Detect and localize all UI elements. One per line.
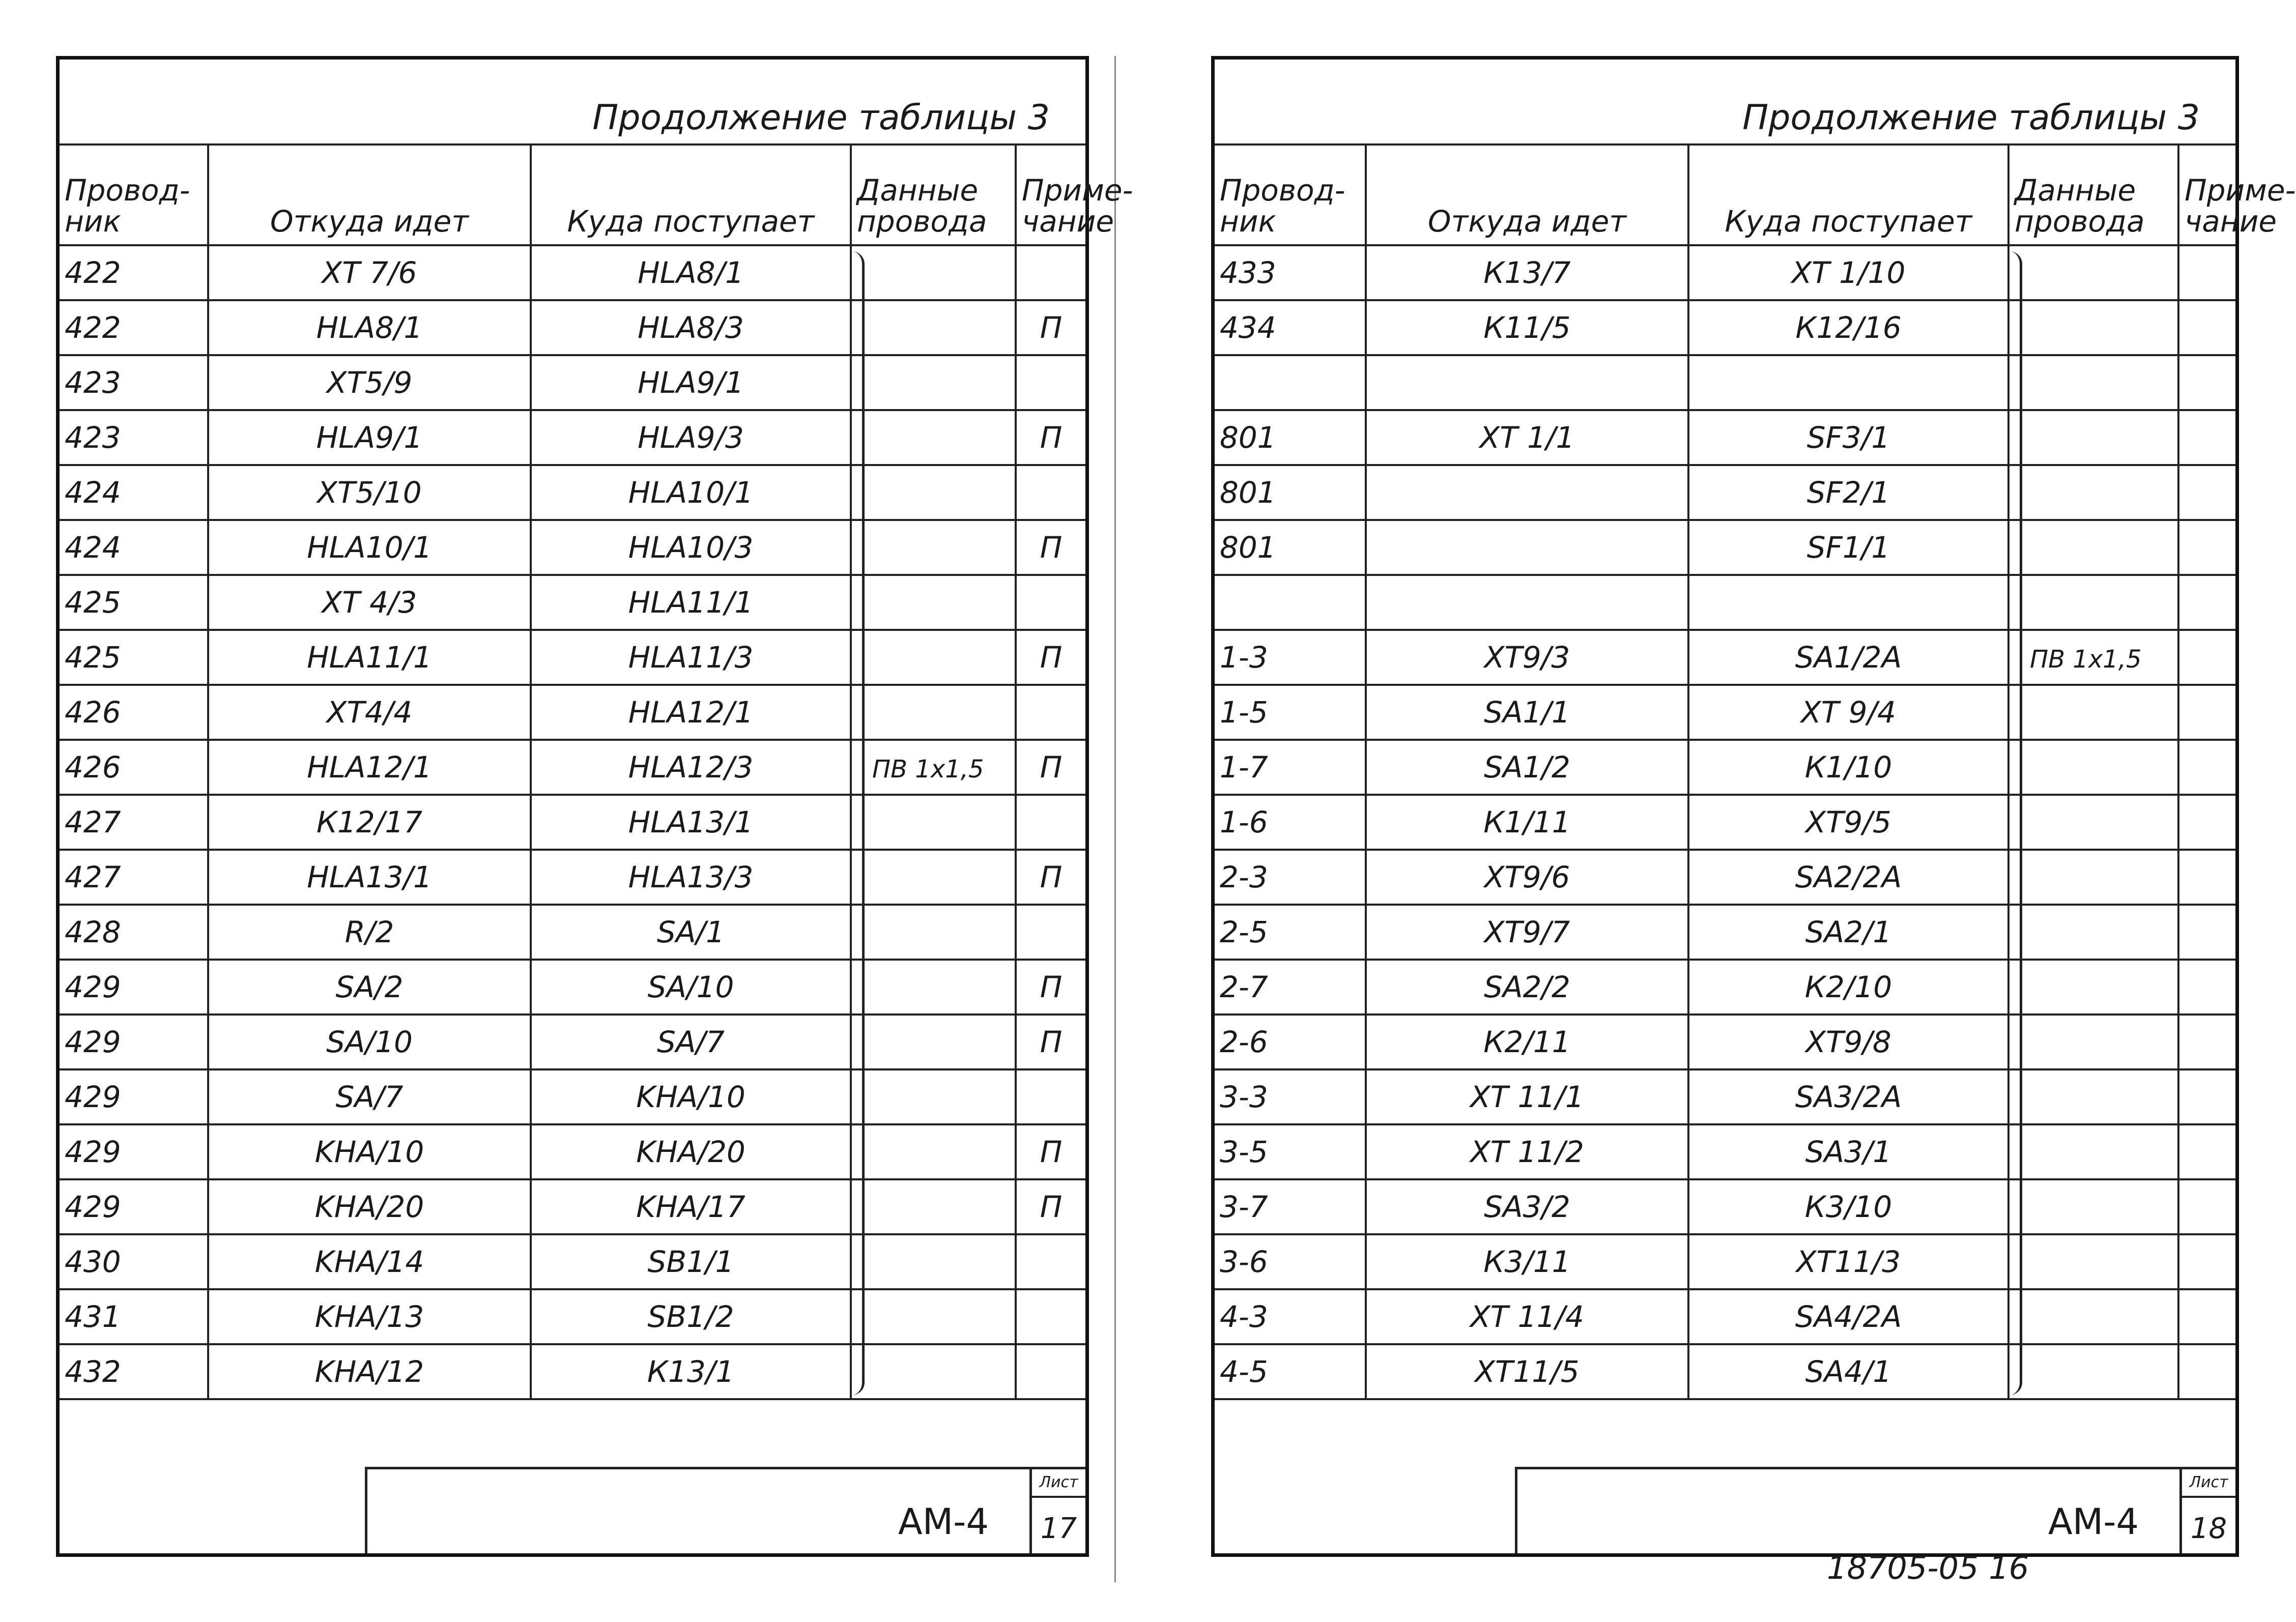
cell-note [2178,850,2235,905]
cell-wire-data [2008,1179,2178,1234]
wire-data-label: ПВ 1х1,5 [872,755,984,784]
sheet-label: Лист [1032,1471,1085,1498]
cell-wire-data [2008,520,2178,575]
cell-from: ХТ 7/6 [208,245,531,300]
cell-to: HLA10/3 [531,520,851,575]
cell-wire: 4-3 [1215,1289,1366,1344]
cell-wire: 429 [60,960,208,1015]
cell-to: KHA/10 [531,1069,851,1124]
cell-from: ХТ 11/2 [1366,1124,1688,1179]
cell-note [2178,1344,2235,1399]
cell-note: П [1016,960,1085,1015]
cell-wire: 426 [60,740,208,795]
cell-wire-data [2008,1234,2178,1289]
cell-note [2178,300,2235,355]
cell-to: SA2/2A [1688,850,2008,905]
sheet-title: Продолжение таблицы 3 [592,98,1050,138]
cell-note [2178,960,2235,1015]
cell-to: HLA11/3 [531,630,851,685]
cell-to: SF3/1 [1688,410,2008,465]
sheet-left [56,56,1133,1557]
cell-wire-data [2008,1015,2178,1069]
cell-from: SA2/2 [1366,960,1688,1015]
cell-note: П [1016,1015,1085,1069]
cell-to: К1/10 [1688,740,2008,795]
cell-wire-data [2008,245,2178,300]
cell-wire: 1-7 [1215,740,1366,795]
cell-wire-data [851,685,1016,740]
table-row [1215,960,2235,1015]
cell-wire: 3-7 [1215,1179,1366,1234]
table-row [60,1344,1085,1399]
cell-to: HLA11/1 [531,575,851,630]
cell-from: SA/2 [208,960,531,1015]
cell-to: К12/16 [1688,300,2008,355]
cell-wire: 429 [60,1069,208,1124]
cell-note [1016,795,1085,850]
table-row [60,1069,1085,1124]
cell-from: SA/10 [208,1015,531,1069]
cell-note: П [1016,410,1085,465]
table-row [60,795,1085,850]
cell-note: П [1016,520,1085,575]
table-body [60,245,1085,1399]
header-to: Куда поступает [1688,144,2008,245]
cell-from: ХТ5/10 [208,465,531,520]
table-row [1215,1179,2235,1234]
cell-from: ХТ 1/1 [1366,410,1688,465]
sheet-number: 17 [1040,1512,1077,1545]
cell-to: ХТ9/8 [1688,1015,2008,1069]
cell-note [1016,685,1085,740]
cell-to: SF2/1 [1688,465,2008,520]
cell-note [2178,1289,2235,1344]
cell-wire-data [851,795,1016,850]
cell-to: К2/10 [1688,960,2008,1015]
cell-note: П [1016,1124,1085,1179]
wire-table [60,143,1133,1400]
cell-note [1016,905,1085,960]
cell-wire: 429 [60,1179,208,1234]
header-from: Откуда идет [1366,144,1688,245]
cell-wire: 1-3 [1215,630,1366,685]
cell-wire: 1-5 [1215,685,1366,740]
header-note: Приме- чание [2178,144,2235,245]
cell-from: К11/5 [1366,300,1688,355]
cell-note [2178,575,2235,630]
cell-from: ХТ9/7 [1366,905,1688,960]
cell-wire-data [2008,410,2178,465]
cell-note: П [1016,1179,1085,1234]
cell-wire: 422 [60,300,208,355]
cell-wire: 423 [60,355,208,410]
cell-note [2178,355,2235,410]
cell-to: SA3/1 [1688,1124,2008,1179]
cell-from: К1/11 [1366,795,1688,850]
cell-to: ХТ11/3 [1688,1234,2008,1289]
cell-wire-data [2008,960,2178,1015]
table-body [1215,245,2235,1399]
cell-to: KHA/20 [531,1124,851,1179]
cell-wire-data [851,245,1016,300]
cell-wire: 2-7 [1215,960,1366,1015]
cell-wire-data [2008,300,2178,355]
cell-note [1016,465,1085,520]
table-row [1215,850,2235,905]
cell-wire: 429 [60,1124,208,1179]
table-row [1215,245,2235,300]
cell-wire-data [851,465,1016,520]
cell-wire-data [851,1234,1016,1289]
cell-wire-data [2008,1289,2178,1344]
cell-wire-data [851,355,1016,410]
cell-to: SA/1 [531,905,851,960]
header-from: Откуда идет [208,144,531,245]
cell-note [1016,1344,1085,1399]
table-row [60,245,1085,300]
table-row [60,685,1085,740]
header-wire: Провод- ник [60,144,208,245]
cell-wire: 425 [60,630,208,685]
cell-note [2178,465,2235,520]
cell-wire-data [851,740,1016,795]
cell-wire [1215,355,1366,410]
cell-wire: 2-3 [1215,850,1366,905]
drawing-code: АМ-4 [898,1501,989,1543]
cell-wire-data [2008,355,2178,410]
table-row [1215,520,2235,575]
cell-from: ХТ 11/1 [1366,1069,1688,1124]
cell-wire: 433 [1215,245,1366,300]
cell-wire-data [2008,1344,2178,1399]
cell-to: ХТ9/5 [1688,795,2008,850]
cell-from: KHA/12 [208,1344,531,1399]
cell-to: HLA10/1 [531,465,851,520]
table-row [1215,300,2235,355]
cell-to: HLA12/3 [531,740,851,795]
cell-to: SA3/2A [1688,1069,2008,1124]
cell-from: HLA12/1 [208,740,531,795]
cell-from: К2/11 [1366,1015,1688,1069]
table-row [60,740,1085,795]
cell-to [1688,575,2008,630]
cell-note [2178,245,2235,300]
cell-wire-data [851,300,1016,355]
cell-from: ХТ 11/4 [1366,1289,1688,1344]
table-row [1215,1344,2235,1399]
cell-wire-data [2008,795,2178,850]
cell-from: SA3/2 [1366,1179,1688,1234]
cell-from: HLA11/1 [208,630,531,685]
table-row [60,300,1085,355]
cell-wire-data [2008,850,2178,905]
cell-to: HLA13/3 [531,850,851,905]
cell-to: ХТ 1/10 [1688,245,2008,300]
cell-from: R/2 [208,905,531,960]
cell-from: HLA13/1 [208,850,531,905]
cell-to: SA/7 [531,1015,851,1069]
cell-wire: 434 [1215,300,1366,355]
cell-note [1016,1234,1085,1289]
cell-wire-data [2008,740,2178,795]
cell-to [1688,355,2008,410]
cell-from: KHA/20 [208,1179,531,1234]
cell-wire-data [851,410,1016,465]
cell-wire-data [2008,905,2178,960]
cell-to: HLA8/3 [531,300,851,355]
cell-wire: 431 [60,1289,208,1344]
table-row [1215,630,2235,685]
cell-note [2178,1069,2235,1124]
cell-note [1016,1289,1085,1344]
table-row [60,905,1085,960]
cell-from: ХТ11/5 [1366,1344,1688,1399]
cell-wire: 2-5 [1215,905,1366,960]
cell-to: HLA9/1 [531,355,851,410]
cell-wire-data [851,905,1016,960]
cell-from [1366,520,1688,575]
cell-to: HLA8/1 [531,245,851,300]
cell-wire: 3-5 [1215,1124,1366,1179]
cell-note [2178,905,2235,960]
cell-wire-data [851,630,1016,685]
sheet-divider [1114,56,1116,1582]
table-row [1215,740,2235,795]
table-row [60,1289,1085,1344]
table-row [60,520,1085,575]
cell-from: ХТ5/9 [208,355,531,410]
cell-note [2178,520,2235,575]
cell-wire: 430 [60,1234,208,1289]
table-row [60,465,1085,520]
wire-data-label: ПВ 1х1,5 [2030,645,2142,674]
cell-wire: 427 [60,795,208,850]
cell-note [2178,630,2235,685]
cell-from: KHA/10 [208,1124,531,1179]
table-row [60,1124,1085,1179]
table-row [1215,1289,2235,1344]
header-to: Куда поступает [531,144,851,245]
cell-wire-data [2008,630,2178,685]
cell-to: SA/10 [531,960,851,1015]
cell-note [2178,1124,2235,1179]
cell-wire-data [851,520,1016,575]
cell-wire-data [851,850,1016,905]
cell-from [1366,575,1688,630]
table-row [1215,1015,2235,1069]
cell-from: KHA/14 [208,1234,531,1289]
cell-wire-data [851,1124,1016,1179]
cell-note: П [1016,300,1085,355]
cell-wire-data [851,1179,1016,1234]
sheet-number-box [2179,1469,2235,1553]
cell-from: KHA/13 [208,1289,531,1344]
cell-from [1366,355,1688,410]
cell-wire: 1-6 [1215,795,1366,850]
cell-to: SB1/2 [531,1289,851,1344]
cell-wire-data [851,1289,1016,1344]
header-note: Приме- чание [1016,144,1085,245]
cell-from: ХТ4/4 [208,685,531,740]
sheet-number: 18 [2190,1512,2227,1545]
cell-note [1016,1069,1085,1124]
table-row [60,575,1085,630]
cell-wire-data [2008,685,2178,740]
cell-note [1016,575,1085,630]
sheet-label: Лист [2182,1471,2235,1498]
cell-wire: 427 [60,850,208,905]
cell-to: ХТ 9/4 [1688,685,2008,740]
cell-from: К3/11 [1366,1234,1688,1289]
cell-to: KHA/17 [531,1179,851,1234]
table-row [60,410,1085,465]
header-wire-data: Данные провода [2008,144,2178,245]
cell-note [2178,410,2235,465]
cell-wire: 801 [1215,520,1366,575]
cell-note: П [1016,630,1085,685]
cell-wire: 423 [60,410,208,465]
cell-from: HLA9/1 [208,410,531,465]
cell-from: ХТ 4/3 [208,575,531,630]
cell-wire: 801 [1215,410,1366,465]
cell-wire-data [851,1344,1016,1399]
cell-to: SB1/1 [531,1234,851,1289]
sheet-number-box [1029,1469,1085,1553]
cell-from: HLA10/1 [208,520,531,575]
cell-wire: 424 [60,520,208,575]
cell-from: SA1/1 [1366,685,1688,740]
cell-from: SA/7 [208,1069,531,1124]
sheet-title: Продолжение таблицы 3 [1742,98,2200,138]
header-wire: Провод- ник [1215,144,1366,245]
cell-wire: 425 [60,575,208,630]
cell-note: П [1016,850,1085,905]
cell-wire: 3-3 [1215,1069,1366,1124]
cell-wire: 428 [60,905,208,960]
document-number: 18705-05 16 [1827,1549,2029,1586]
cell-from: HLA8/1 [208,300,531,355]
cell-from: SA1/2 [1366,740,1688,795]
title-block [365,1467,1085,1553]
cell-wire [1215,575,1366,630]
table-row [1215,1124,2235,1179]
table-row [1215,1069,2235,1124]
cell-wire: 424 [60,465,208,520]
cell-wire-data [2008,465,2178,520]
table-row [1215,465,2235,520]
cell-note [2178,1179,2235,1234]
cell-to: SA2/1 [1688,905,2008,960]
cell-from: ХТ9/3 [1366,630,1688,685]
cell-wire: 2-6 [1215,1015,1366,1069]
sheet-right [1211,56,2296,1557]
cell-wire: 422 [60,245,208,300]
cell-wire: 426 [60,685,208,740]
cell-to: HLA12/1 [531,685,851,740]
cell-wire: 432 [60,1344,208,1399]
table-row [1215,575,2235,630]
cell-to: HLA13/1 [531,795,851,850]
cell-to: HLA9/3 [531,410,851,465]
table-row [60,850,1085,905]
table-row [1215,685,2235,740]
table-row [1215,410,2235,465]
table-header-row [60,144,1085,245]
cell-from: К13/7 [1366,245,1688,300]
table-row [60,1015,1085,1069]
table-header-row [1215,144,2235,245]
wire-table [1215,143,2296,1400]
cell-note [1016,245,1085,300]
cell-note [2178,1015,2235,1069]
table-row [60,960,1085,1015]
cell-note [2178,740,2235,795]
cell-to: SA4/1 [1688,1344,2008,1399]
cell-note [2178,795,2235,850]
table-row [1215,905,2235,960]
cell-to: SA1/2A [1688,630,2008,685]
cell-wire: 429 [60,1015,208,1069]
cell-to: К3/10 [1688,1179,2008,1234]
drawing-code: АМ-4 [2048,1501,2139,1543]
cell-wire-data [851,960,1016,1015]
table-row [1215,355,2235,410]
cell-to: SA4/2A [1688,1289,2008,1344]
cell-wire-data [851,575,1016,630]
cell-wire-data [2008,1124,2178,1179]
table-row [60,1179,1085,1234]
cell-wire-data [851,1015,1016,1069]
cell-to: К13/1 [531,1344,851,1399]
cell-wire: 801 [1215,465,1366,520]
title-block [1515,1467,2235,1553]
cell-note [2178,685,2235,740]
cell-note [1016,355,1085,410]
table-row [1215,1234,2235,1289]
cell-wire-data [2008,575,2178,630]
table-row [60,1234,1085,1289]
cell-to: SF1/1 [1688,520,2008,575]
table-row [1215,795,2235,850]
table-row [60,630,1085,685]
cell-from [1366,465,1688,520]
header-wire-data: Данные провода [851,144,1016,245]
cell-wire-data [851,1069,1016,1124]
table-row [60,355,1085,410]
cell-from: К12/17 [208,795,531,850]
cell-wire: 4-5 [1215,1344,1366,1399]
cell-wire: 3-6 [1215,1234,1366,1289]
cell-note: П [1016,740,1085,795]
cell-wire-data [2008,1069,2178,1124]
cell-from: ХТ9/6 [1366,850,1688,905]
cell-note [2178,1234,2235,1289]
